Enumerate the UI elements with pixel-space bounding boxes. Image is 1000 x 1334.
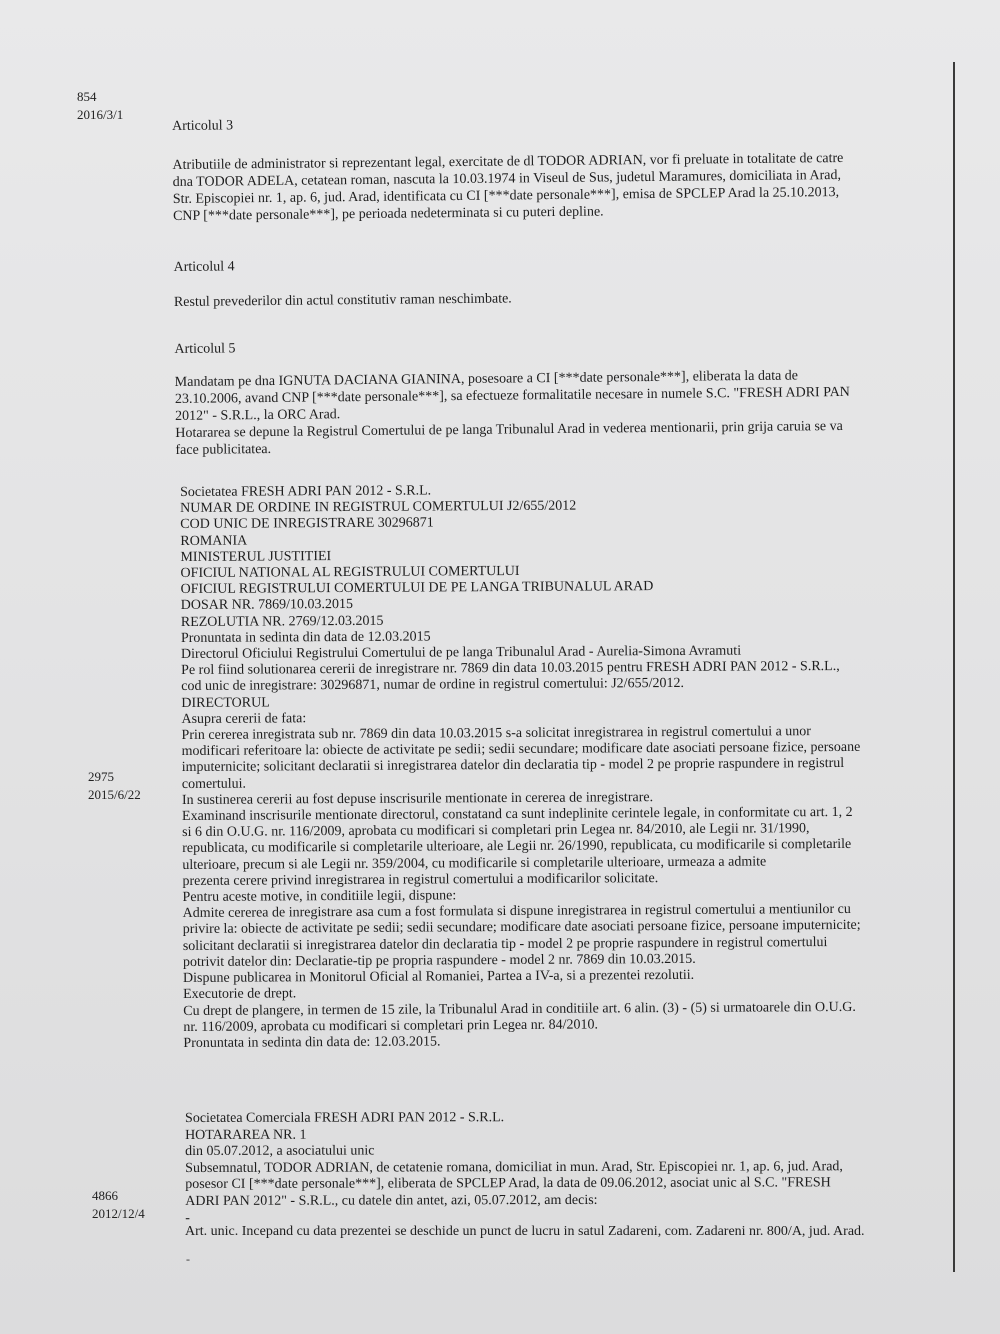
margin-entry-number: 4866 xyxy=(92,1188,118,1203)
text-line: ulterioare, precum si ale Legii nr. 359/2004, cu modificarile si completarile ulterioare, urmeaza a admite xyxy=(182,854,767,873)
text-line: Mandatam pe dna IGNUTA DACIANA GIANINA, posesoare a CI [***date personale***], eliberata la data de xyxy=(174,368,799,390)
text-line: modificari referitoare la: obiecte de activitate pe sedii; sedii secundare; modificare date asociati persoane fizice, persoane xyxy=(181,740,861,760)
text-line: - xyxy=(185,1210,190,1226)
text-line: Cu drept de plangere, in termen de 15 zile, la Tribunalul Arad in conditiile art. 6 alin. (3) - (5) si urmatoarele din O.U.G. xyxy=(183,999,856,1019)
article-3-heading: Articolul 3 xyxy=(172,118,234,134)
margin-entry-number: 2975 xyxy=(88,769,114,784)
article-4-text: Restul prevederilor din actul constitutiv raman neschimbate. xyxy=(173,291,512,310)
article-5-heading: Articolul 5 xyxy=(174,341,236,357)
text-line: 2012" - S.R.L., la ORC Arad. xyxy=(175,407,341,424)
text-line: ROMANIA xyxy=(180,533,248,549)
text-line: Societatea FRESH ADRI PAN 2012 - S.R.L. xyxy=(180,483,432,500)
text-line: imputernicite; solicitant declaratii si inregistrarea datelor din declaratia tip - model 2 pe proprie raspundere in registrul xyxy=(181,756,845,776)
text-line: Pronuntata in sedinta din data de: 12.03.2015. xyxy=(183,1034,441,1051)
margin-entry-2 xyxy=(88,768,141,804)
right-margin-rule xyxy=(953,62,955,1272)
text-line: Executorie de drept. xyxy=(183,986,297,1003)
margin-entry-number: 854 xyxy=(77,89,97,104)
article-5-text xyxy=(175,366,951,459)
text-line: Prin cererea inregistrata sub nr. 7869 din data 10.03.2015 s-a solicitat inregistrarea in registrul comertului a unor xyxy=(181,724,812,744)
text-line: Pe rol fiind solutionarea cererii de inregistrare nr. 7869 din data 10.03.2015 pentru FRESH ADRI PAN 2012 - S.R.L., xyxy=(181,659,840,679)
margin-entry-3 xyxy=(92,1187,145,1223)
text-line: Asupra cererii de fata: xyxy=(181,711,307,727)
text-line: Pronuntata in sedinta din data de 12.03.2015 xyxy=(180,629,431,646)
text-line: Societatea Comerciala FRESH ADRI PAN 2012 - S.R.L. xyxy=(185,1110,505,1126)
text-line: DIRECTORUL xyxy=(181,695,270,711)
text-line: face publicitatea. xyxy=(175,441,272,458)
text-line: privire la: obiecte de activitate pe sedii; sedii secundare; modificare date asociati persoane fizice, persoane imputernicite; xyxy=(182,918,861,938)
text-line: Subsemnatul, TODOR ADRIAN, de cetatenie romana, domiciliat in mun. Arad, Str. Episcopiei nr. 1, ap. 6, jud. Arad, xyxy=(185,1159,843,1176)
text-line: Hotararea se depune la Registrul Comertului de pe langa Tribunalul Arad in vederea mentionarii, prin grija caruia se va xyxy=(175,418,843,441)
text-line: NUMAR DE ORDINE IN REGISTRUL COMERTULUI J2/655/2012 xyxy=(180,498,577,517)
section-rezolutie xyxy=(180,480,953,1052)
text-line: Atributiile de administrator si reprezentant legal, exercitate de dl TODOR ADRIAN, vor fi preluate in totalitate de catre xyxy=(172,150,844,173)
text-line: OFICIUL REGISTRULUI COMERTULUI DE PE LANGA TRIBUNALUL ARAD xyxy=(180,579,654,598)
text-line: solicitant declaratii si inregistrarea datelor din declaratia tip - model 2 pe proprie raspundere in registrul comertului xyxy=(182,934,828,954)
margin-entry-1 xyxy=(77,88,123,124)
text-line: comertului. xyxy=(181,776,247,792)
margin-entry-date: 2015/6/22 xyxy=(88,787,141,802)
text-line: prezenta cerere privind inregistrarea in registrul comertului a modificarilor solicitate. xyxy=(182,870,659,889)
text-line: Str. Episcopiei nr. 1, ap. 6, jud. Arad, identificata cu CI [***date personale***], emisa de SPCLEP Arad la 25.10.2013, xyxy=(172,185,840,207)
text-line: Pentru aceste motive, in conditiile legii, dispune: xyxy=(182,888,457,906)
text-line: nr. 116/2009, aprobata cu modificari si completari prin Legea nr. 84/2010. xyxy=(183,1017,599,1035)
article-unic xyxy=(185,1223,955,1240)
text-line: REZOLUTIA NR. 2769/12.03.2015 xyxy=(180,613,384,630)
text-line: CNP [***date personale***], pe perioada nedeterminata si cu puteri depline. xyxy=(172,204,604,224)
section-hotarare xyxy=(185,1109,950,1227)
article-unic-text: Art. unic. Incepand cu data prezentei se deschide un punct de lucru in satul Zadareni, com. Zadareni nr. 800/A, jud. Arad. xyxy=(185,1224,865,1239)
text-line: cod unic de inregistrare: 30296871, numar de ordine in registrul comertului: J2/655/2012. xyxy=(181,676,685,695)
margin-entry-date: 2012/12/4 xyxy=(92,1206,145,1221)
text-line: dna TODOR ADELA, cetatean roman, nascuta la 10.03.1974 in Viseul de Sus, judetul Maramures, domiciliata in Arad, xyxy=(172,167,842,190)
margin-entry-date: 2016/3/1 xyxy=(77,107,124,122)
article-4-heading: Articolul 4 xyxy=(173,259,235,275)
article-3-text xyxy=(172,149,948,225)
text-line: posesor CI [***date personale***], eliberata de SPCLEP Arad, la data de 09.06.2012, asociat unic al S.C. "FRESH xyxy=(185,1175,831,1193)
text-line: MINISTERUL JUSTITIEI xyxy=(180,548,332,565)
text-line: OFICIUL NATIONAL AL REGISTRULUI COMERTULUI xyxy=(180,563,520,582)
text-line: 23.10.2006, avand CNP [***date personale***], sa efectueze formalitatile necesare in numele S.C. "FRESH ADRI PAN xyxy=(174,384,850,407)
text-line: republicata, cu modificarile si completarile ulterioare, ale Legii nr. 26/1990, republicata, cu modificarile si completarile xyxy=(182,837,852,857)
text-line: In sustinerea cererii au fost depuse inscrisurile mentionate in cererea de inregistrare. xyxy=(181,789,654,808)
text-line: Admite cererea de inregistrare asa cum a fost formulata si dispune inregistrarea in registrul comertului a mentiunilor cu xyxy=(182,902,851,922)
text-line: din 05.07.2012, a asociatului unic xyxy=(185,1143,375,1160)
text-line: DOSAR NR. 7869/10.03.2015 xyxy=(180,597,354,614)
trailing-dash: - xyxy=(186,1252,190,1266)
text-line: Dispune publicarea in Monitorul Oficial al Romaniei, Partea a IV-a, si a prezentei rezolutii. xyxy=(182,967,695,987)
section-articles xyxy=(172,110,951,459)
text-line: potrivit datelor din: Declaratie-tip pe propria raspundere - model 2 nr. 7869 din 10.03.2015. xyxy=(182,951,696,970)
text-line: HOTARAREA NR. 1 xyxy=(185,1127,307,1143)
text-line: ADRI PAN 2012" - S.R.L., cu datele din antet, azi, 05.07.2012, am decis: xyxy=(185,1192,598,1209)
text-line: Directorul Oficiului Registrului Comertului de pe langa Tribunalul Arad - Aurelia-Simona Avramuti xyxy=(180,643,742,663)
text-line: Examinand inscrisurile mentionate directorul, constatand ca sunt indeplinite cerintele legale, in conformitate cu art. 1, 2 xyxy=(181,804,853,825)
text-line: si 6 din O.U.G. nr. 116/2009, aprobata cu modificari si completari prin Legea nr. 84/2010, ale Legii nr. 31/1990, xyxy=(182,821,810,841)
text-line: COD UNIC DE INREGISTRARE 30296871 xyxy=(180,515,434,533)
